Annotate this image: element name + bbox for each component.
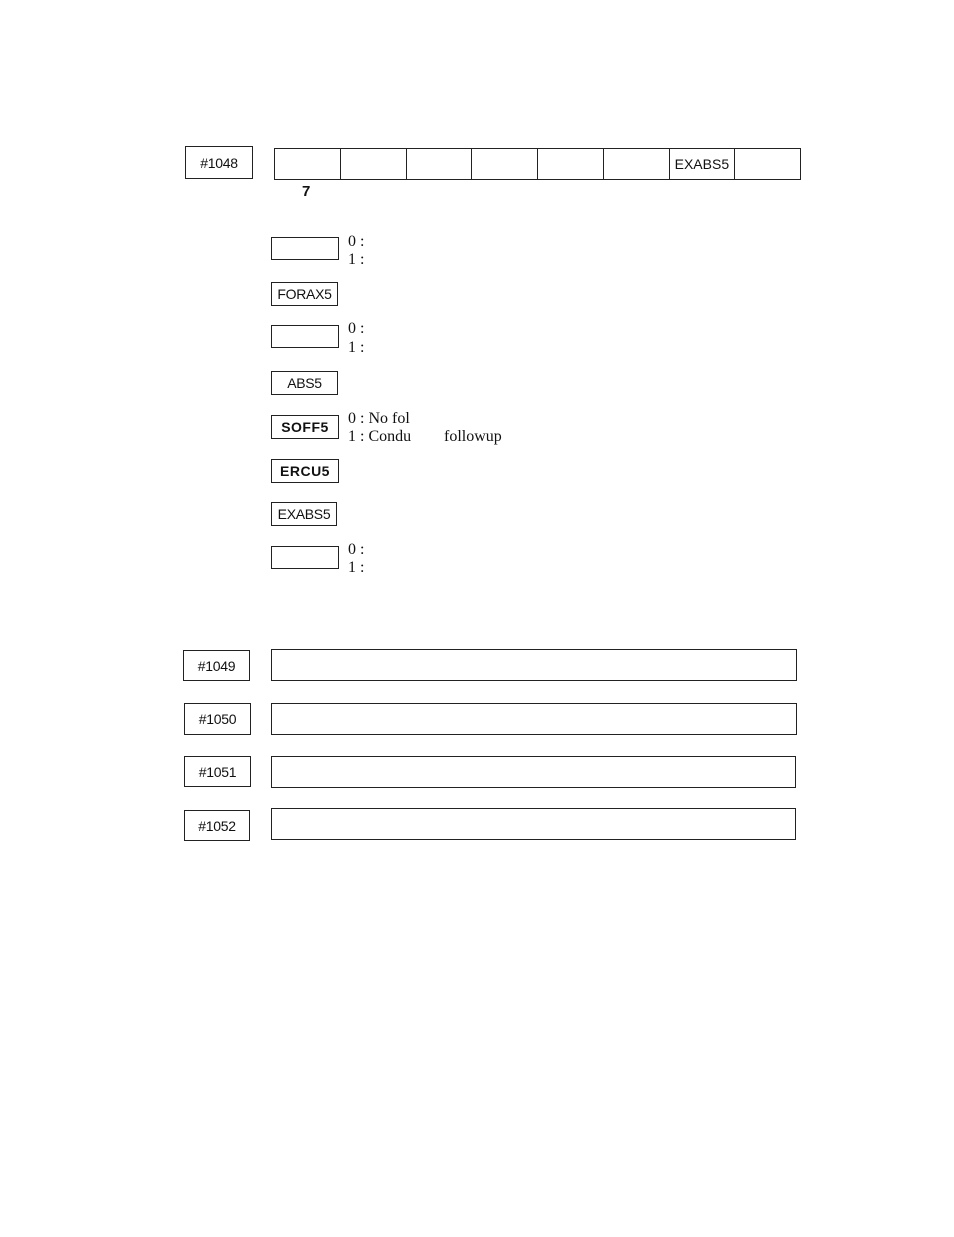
bit-label-box (271, 325, 339, 348)
bit-desc-line1: 1 : (348, 559, 365, 576)
bit-label-forax5: FORAX5 (271, 282, 338, 306)
bit-desc-line0: 0 : (348, 541, 365, 558)
bit-cell-0 (735, 149, 800, 179)
soff5-desc-line0: 0 : No fol (348, 410, 410, 427)
bit-desc-line0: 0 : (348, 320, 365, 337)
param-number-1052: #1052 (184, 810, 250, 841)
param-number-1051: #1051 (184, 756, 251, 787)
soff5-desc-line1-tail: followup (444, 428, 502, 445)
param-field-1051 (271, 756, 796, 788)
bit-desc-line0: 0 : (348, 233, 365, 250)
bit-cell-3 (538, 149, 604, 179)
param-field-1052 (271, 808, 796, 840)
soff5-desc-line1-head: 1 : Condu (348, 428, 412, 444)
param-number-1050: #1050 (184, 703, 251, 735)
param-field-1050 (271, 703, 797, 735)
bit-cell-6 (341, 149, 407, 179)
bit-cell-2 (604, 149, 670, 179)
bit-cell-5 (407, 149, 473, 179)
bit-field-row-1048 (274, 148, 801, 180)
param-number-1049: #1049 (183, 650, 250, 681)
bit-number-label: 7 (302, 183, 311, 200)
param-field-1049 (271, 649, 797, 681)
bit-label-box (271, 546, 339, 569)
bit-cell-1: EXABS5 (670, 149, 736, 179)
bit-label-abs5: ABS5 (271, 371, 338, 395)
soff5-desc-line1 (348, 428, 411, 444)
bit-label-soff5: SOFF5 (271, 415, 339, 439)
bit-cell-4 (472, 149, 538, 179)
bit-label-ercu5: ERCU5 (271, 459, 339, 483)
bit-cell-7 (275, 149, 341, 179)
bit-label-exabs5: EXABS5 (271, 502, 337, 526)
param-number-1048: #1048 (185, 146, 253, 179)
bit-label-box (271, 237, 339, 260)
bit-desc-line1: 1 : (348, 339, 365, 356)
bit-desc-line1: 1 : (348, 251, 365, 268)
